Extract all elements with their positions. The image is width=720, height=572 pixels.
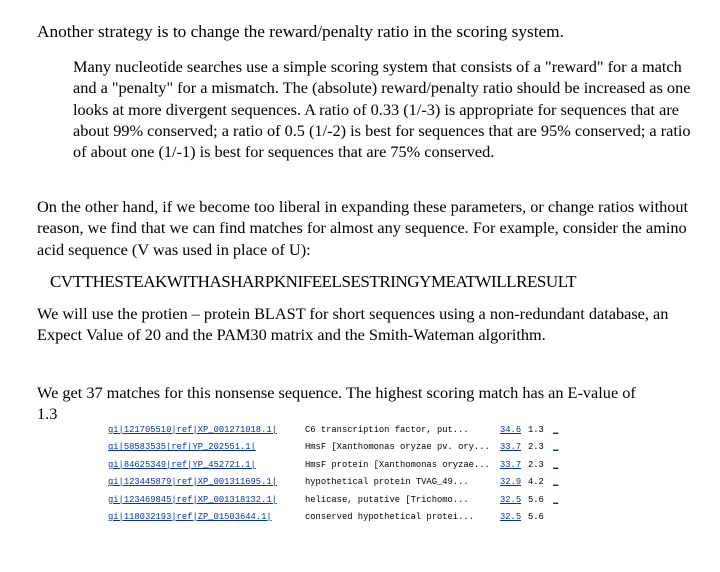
score-link[interactable]: 33.7 bbox=[500, 459, 522, 470]
e-value: 5.6 bbox=[528, 494, 544, 505]
sequence-id-link[interactable]: gi|58583535|ref|YP_202551.1| bbox=[108, 442, 256, 453]
result-row bbox=[108, 512, 708, 529]
e-value: 2.3 bbox=[528, 442, 544, 453]
e-value: 1.3 bbox=[528, 425, 544, 435]
blast-settings-paragraph: We will use the protien – protein BLAST for short sequences using a non-redundant database, an Expect Value of 20 and the PAM30 matrix and the Smith-Wateman algorithm. bbox=[37, 304, 669, 345]
sequence-id-link[interactable]: gi|123469845|ref|XP_001318132.1| bbox=[108, 494, 277, 505]
nonsense-sequence: CVTTHESTEAKWITHASHARPKNIFEELSESTRINGYMEATWILLRESULT bbox=[50, 272, 577, 291]
score-link[interactable]: 34.6 bbox=[500, 425, 522, 435]
result-row bbox=[108, 460, 708, 477]
extra-link[interactable]: _ bbox=[553, 442, 559, 453]
sequence-id-link[interactable]: gi|84625349|ref|YP_452721.1| bbox=[108, 459, 256, 470]
extra-link[interactable]: _ bbox=[553, 459, 559, 470]
extra-link[interactable]: _ bbox=[553, 494, 559, 505]
blast-results-list bbox=[108, 425, 708, 529]
result-summary-paragraph: We get 37 matches for this nonsense sequence. The highest scoring match has an E-value of 1.3 bbox=[37, 383, 636, 424]
result-description: HmsF protein [Xanthomonas oryzae... bbox=[305, 459, 490, 470]
result-description: HmsF [Xanthomonas oryzae pv. ory... bbox=[305, 442, 490, 453]
result-row bbox=[108, 495, 708, 512]
other-hand-paragraph: On the other hand, if we become too liberal in expanding these parameters, or change ratios without reason, we find that we can find matches for almost any sequence. For example, consider the amino acid sequence (V was used in place of U): bbox=[37, 197, 689, 259]
score-link[interactable]: 33.7 bbox=[500, 442, 522, 453]
sequence-id-link[interactable]: gi|118032193|ref|ZP_01503644.1| bbox=[108, 511, 272, 522]
intro-paragraph: Another strategy is to change the reward/penalty ratio in the scoring system. bbox=[37, 22, 564, 41]
sequence-id-link[interactable]: gi|123445879|ref|XP_001311695.1| bbox=[108, 477, 277, 488]
extra-link[interactable]: _ bbox=[553, 477, 559, 488]
quoted-paragraph: Many nucleotide searches use a simple scoring system that consists of a "reward" for a match and a "penalty" for a mismatch. The (absolute) reward/penalty ratio should be increased as one looks at more divergent sequences. A ratio of 0.33 (1/-3) is appropriate for sequences that are about 99% conserved; a ratio of 0.5 (1/-2) is best for sequences that are 95% conserved; a ratio of about one (1/-1) is best for sequences that are 75% conserved. bbox=[73, 57, 691, 162]
e-value: 5.6 bbox=[528, 511, 544, 522]
extra-link[interactable]: _ bbox=[553, 425, 559, 435]
result-row bbox=[108, 477, 708, 494]
result-description: hypothetical protein TVAG_49... bbox=[305, 477, 469, 488]
sequence-id-link[interactable]: gi|121705510|ref|XP_001271018.1| bbox=[108, 425, 277, 435]
result-row bbox=[108, 442, 708, 459]
result-row bbox=[108, 425, 708, 442]
result-description: conserved hypothetical protei... bbox=[305, 511, 474, 522]
result-description: helicase, putative [Trichomo... bbox=[305, 494, 469, 505]
e-value: 2.3 bbox=[528, 459, 544, 470]
e-value: 4.2 bbox=[528, 477, 544, 488]
score-link[interactable]: 32.5 bbox=[500, 511, 522, 522]
result-description: C6 transcription factor, put... bbox=[305, 425, 469, 435]
score-link[interactable]: 32.5 bbox=[500, 494, 522, 505]
score-link[interactable]: 32.9 bbox=[500, 477, 522, 488]
